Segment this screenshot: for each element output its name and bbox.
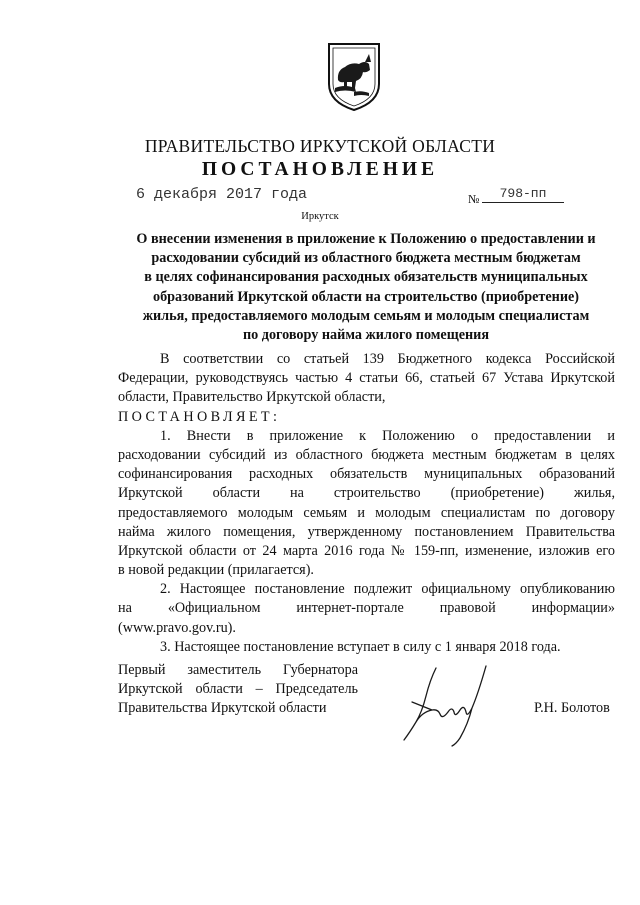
item1-line: Иркутской области от 24 марта 2016 года № 159-пп, изменение, изложив его [118,542,615,559]
item1-line: 1. Внести в приложение к Положению о предоставлении и [160,427,615,444]
document-number: 798-пп [482,186,564,203]
item2-line: (www.pravo.gov.ru). [118,619,236,636]
number-label: № [468,192,480,206]
preamble-line: области, Правительство Иркутской области, [118,389,386,406]
heading-line: в целях софинансирования расходных обязательств муниципальных [144,269,588,286]
city: Иркутск [301,211,339,222]
item1-line: софинансирования расходных обязательств муниципальных образований [118,466,615,483]
signer-name: Р.Н. Болотов [534,700,610,716]
preamble-line: Федерации, руководствуясь частью 4 статьи 66, статьей 67 Устава Иркутской [118,370,615,387]
document-body [118,350,615,657]
item1-line: в новой редакции (прилагается). [118,562,314,579]
item3-line: 3. Настоящее постановление вступает в силу с 1 января 2018 года. [160,638,561,655]
signatory-position [118,661,358,719]
item2-line: 2. Настоящее постановление подлежит официальному опубликованию [160,581,615,598]
heading-line: расходовании субсидий из областного бюджета местным бюджетам [151,250,581,267]
resolves-keyword: ПОСТАНОВЛЯЕТ: [118,408,281,425]
item1-line: найма жилого помещения, утвержденному постановлением Правительства [118,523,615,540]
heading-line: по договору найма жилого помещения [242,327,490,344]
handwritten-signature [392,660,492,748]
preamble-line: В соответствии со статьей 139 Бюджетного кодекса Российской [160,351,615,367]
position-line: Иркутской области – Председатель [118,681,358,698]
item2-line: на «Официальном интернет-портале правовой информации» [118,600,615,617]
heading-line: О внесении изменения в приложение к Положению о предоставлении и [136,231,596,247]
heading-line: образований Иркутской области на строительство (приобретение) [152,288,580,305]
coat-of-arms-emblem [325,40,383,112]
item1-line: Иркутской области на строительство (приобретение) жилья, [118,485,615,502]
government-title: ПРАВИТЕЛЬСТВО ИРКУТСКОЙ ОБЛАСТИ [144,136,496,156]
item1-line: расходовании субсидий из областного бюджета местным бюджетам в целях [118,446,615,463]
document-type: ПОСТАНОВЛЕНИЕ [201,159,439,180]
position-line: Первый заместитель Губернатора [118,662,358,678]
item1-line: предоставляемого молодым семьям и молодым специалистам по договору [118,504,615,521]
document-heading [118,230,614,345]
heading-line: жилья, предоставляемого молодым семьям и молодым специалистам [142,307,590,324]
position-line: Правительства Иркутской области [118,700,327,717]
document-date: 6 декабря 2017 года [136,186,308,203]
